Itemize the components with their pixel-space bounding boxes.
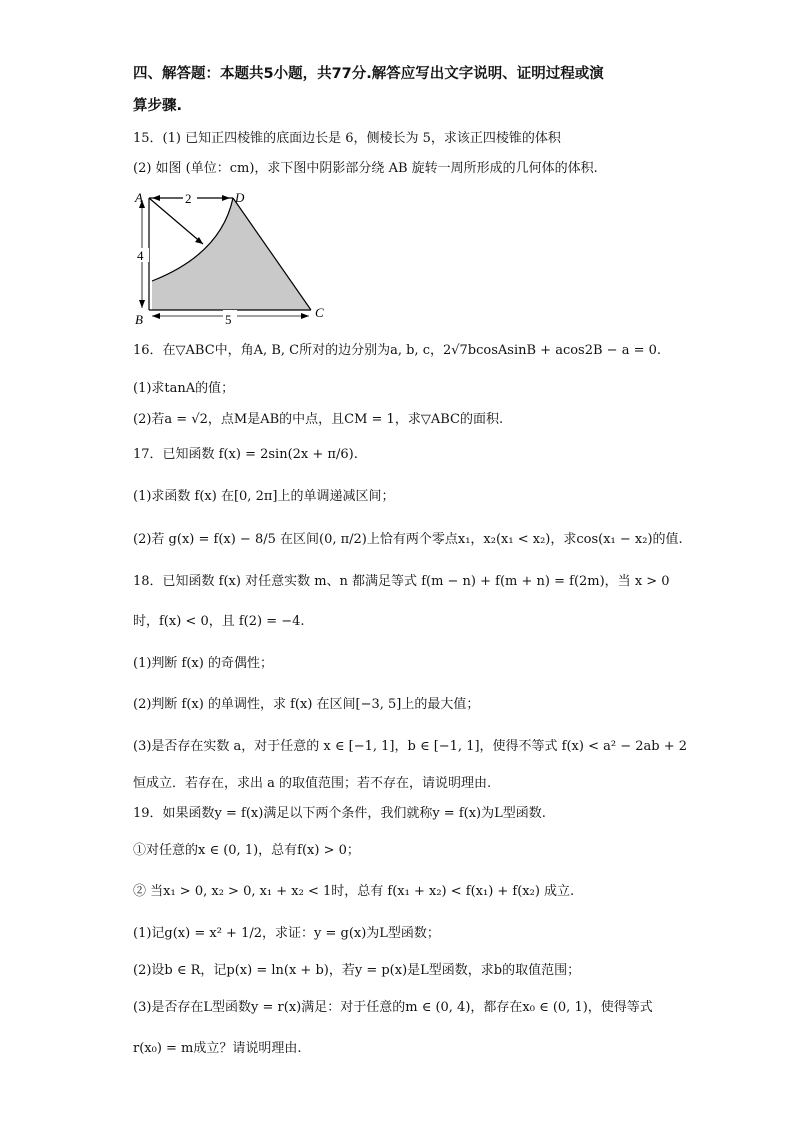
- q18-stem-line1: 18．已知函数 f(x) 对任意实数 m、n 都满足等式 f(m − n) + f(m + n) = f(2m)，当 x > 0: [133, 574, 670, 589]
- q19-part2: (2)设b ∈ R，记p(x) = ln(x + b)，若y = p(x)是L型函数，求b的取值范围；: [133, 963, 581, 978]
- q18-part1: (1)判断 f(x) 的奇偶性；: [133, 656, 273, 671]
- q15-part2: (2) 如图 (单位：cm)，求下图中阴影部分绕 AB 旋转一周所形成的几何体的体积.: [133, 161, 598, 176]
- q19-part3-line2: r(x₀) = m成立？请说明理由.: [133, 1041, 302, 1056]
- q19-part1: (1)记g(x) = x² + 1/2，求证：y = g(x)为L型函数；: [133, 926, 440, 941]
- q16-part1: (1)求tanA的值；: [133, 381, 235, 396]
- dim-left: 4: [137, 248, 144, 263]
- q19-part3-line1: (3)是否存在L型函数y = r(x)满足：对于任意的m ∈ (0, 4)，都存在x₀ ∈ (0, 1)，使得等式: [133, 1000, 653, 1015]
- q19-stem: 19．如果函数y = f(x)满足以下两个条件，我们就称y = f(x)为L型函数.: [133, 806, 546, 821]
- q18-part3-line1: (3)是否存在实数 a，对于任意的 x ∈ [−1, 1]，b ∈ [−1, 1]，使得不等式 f(x) < a² − 2ab + 2: [133, 739, 688, 754]
- q19-condition2: ② 当x₁ > 0, x₂ > 0, x₁ + x₂ < 1时，总有 f(x₁ + x₂) < f(x₁) + f(x₂) 成立.: [133, 884, 575, 899]
- q17-part1: (1)求函数 f(x) 在[0, 2π]上的单调递减区间；: [133, 489, 395, 504]
- section-heading-line1: 四、解答题：本题共5小题，共77分.解答应写出文字说明、证明过程或演: [133, 66, 604, 82]
- q15-figure: [133, 186, 333, 328]
- label-D: D: [235, 190, 245, 205]
- label-A: A: [135, 190, 143, 205]
- q17-stem: 17．已知函数 f(x) = 2sin(2x + π/6).: [133, 447, 358, 462]
- q15-part1: 15．(1) 已知正四棱锥的底面边长是 6，侧棱长为 5，求该正四棱锥的体积: [133, 131, 561, 146]
- q18-part3-line2: 恒成立．若存在，求出 a 的取值范围；若不存在，请说明理由.: [133, 776, 492, 791]
- section-heading-line2: 算步骤.: [133, 98, 183, 114]
- q18-part2: (2)判断 f(x) 的单调性，求 f(x) 在区间[−3, 5]上的最大值；: [133, 697, 480, 712]
- dim-bottom: 5: [225, 312, 232, 327]
- dim-top: 2: [185, 191, 192, 206]
- q17-part2: (2)若 g(x) = f(x) − 8/5 在区间(0, π/2)上恰有两个零点x₁，x₂(x₁ < x₂)，求cos(x₁ − x₂)的值.: [133, 532, 683, 547]
- q18-stem-line2: 时，f(x) < 0，且 f(2) = −4.: [133, 614, 305, 629]
- q19-condition1: ①对任意的x ∈ (0, 1)，总有f(x) > 0；: [133, 843, 360, 858]
- shaded-region: [152, 198, 311, 310]
- q16-stem: 16．在▽ABC中，角A, B, C所对的边分别为a, b, c，2√7bcosAsinB + acos2B − a = 0.: [133, 343, 662, 358]
- q16-part2: (2)若a = √2，点M是AB的中点，且CM = 1，求▽ABC的面积.: [133, 412, 504, 427]
- label-B: B: [135, 312, 143, 327]
- label-C: C: [315, 305, 324, 320]
